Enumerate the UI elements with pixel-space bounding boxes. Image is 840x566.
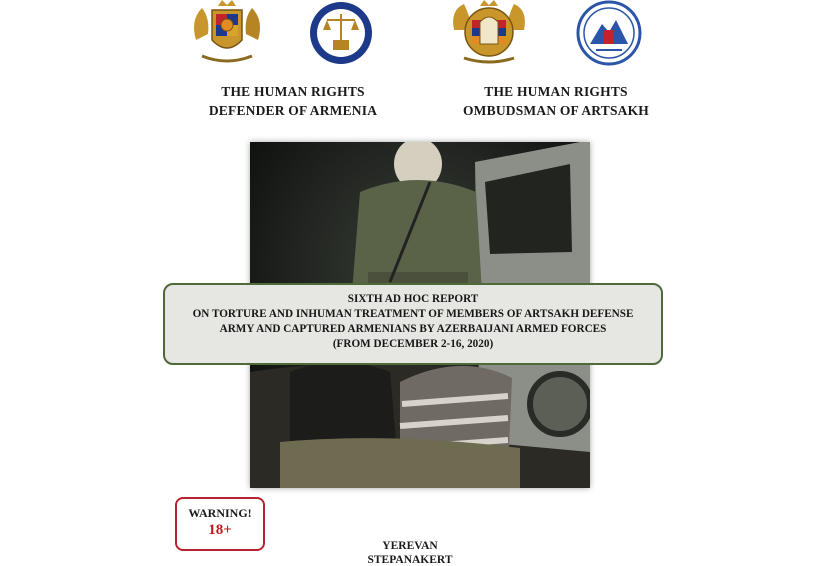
city-yerevan: YEREVAN (382, 540, 438, 552)
age-rating: 18+ (208, 522, 232, 538)
artsakh-coat-of-arms-icon (450, 0, 528, 68)
city-stepanakert: STEPANAKERT (367, 554, 453, 566)
right-org-line2: OMBUDSMAN OF ARTSAKH (462, 103, 650, 118)
report-title-line1: SIXTH AD HOC REPORT (347, 293, 479, 305)
report-title-line3: ARMY AND CAPTURED ARMENIANS BY AZERBAIJANI ARMED FORCES (219, 323, 607, 335)
warning-label: WARNING! (188, 506, 252, 520)
left-org-line1: THE HUMAN RIGHTS (221, 84, 365, 99)
warning-badge (175, 497, 265, 551)
defender-seal-icon (302, 0, 380, 68)
left-org-name (173, 82, 413, 120)
armenia-coat-of-arms-icon (188, 0, 266, 68)
right-org-name (436, 82, 676, 120)
report-title-box (163, 283, 663, 365)
report-title-line2: ON TORTURE AND INHUMAN TREATMENT OF MEMBERS OF ARTSAKH DEFENSE (192, 308, 634, 320)
right-org-line1: THE HUMAN RIGHTS (484, 84, 628, 99)
report-title-line4: (FROM DECEMBER 2-16, 2020) (332, 338, 494, 350)
ombudsman-artsakh-seal-icon (570, 0, 648, 68)
left-org-line2: DEFENDER OF ARMENIA (208, 103, 378, 118)
